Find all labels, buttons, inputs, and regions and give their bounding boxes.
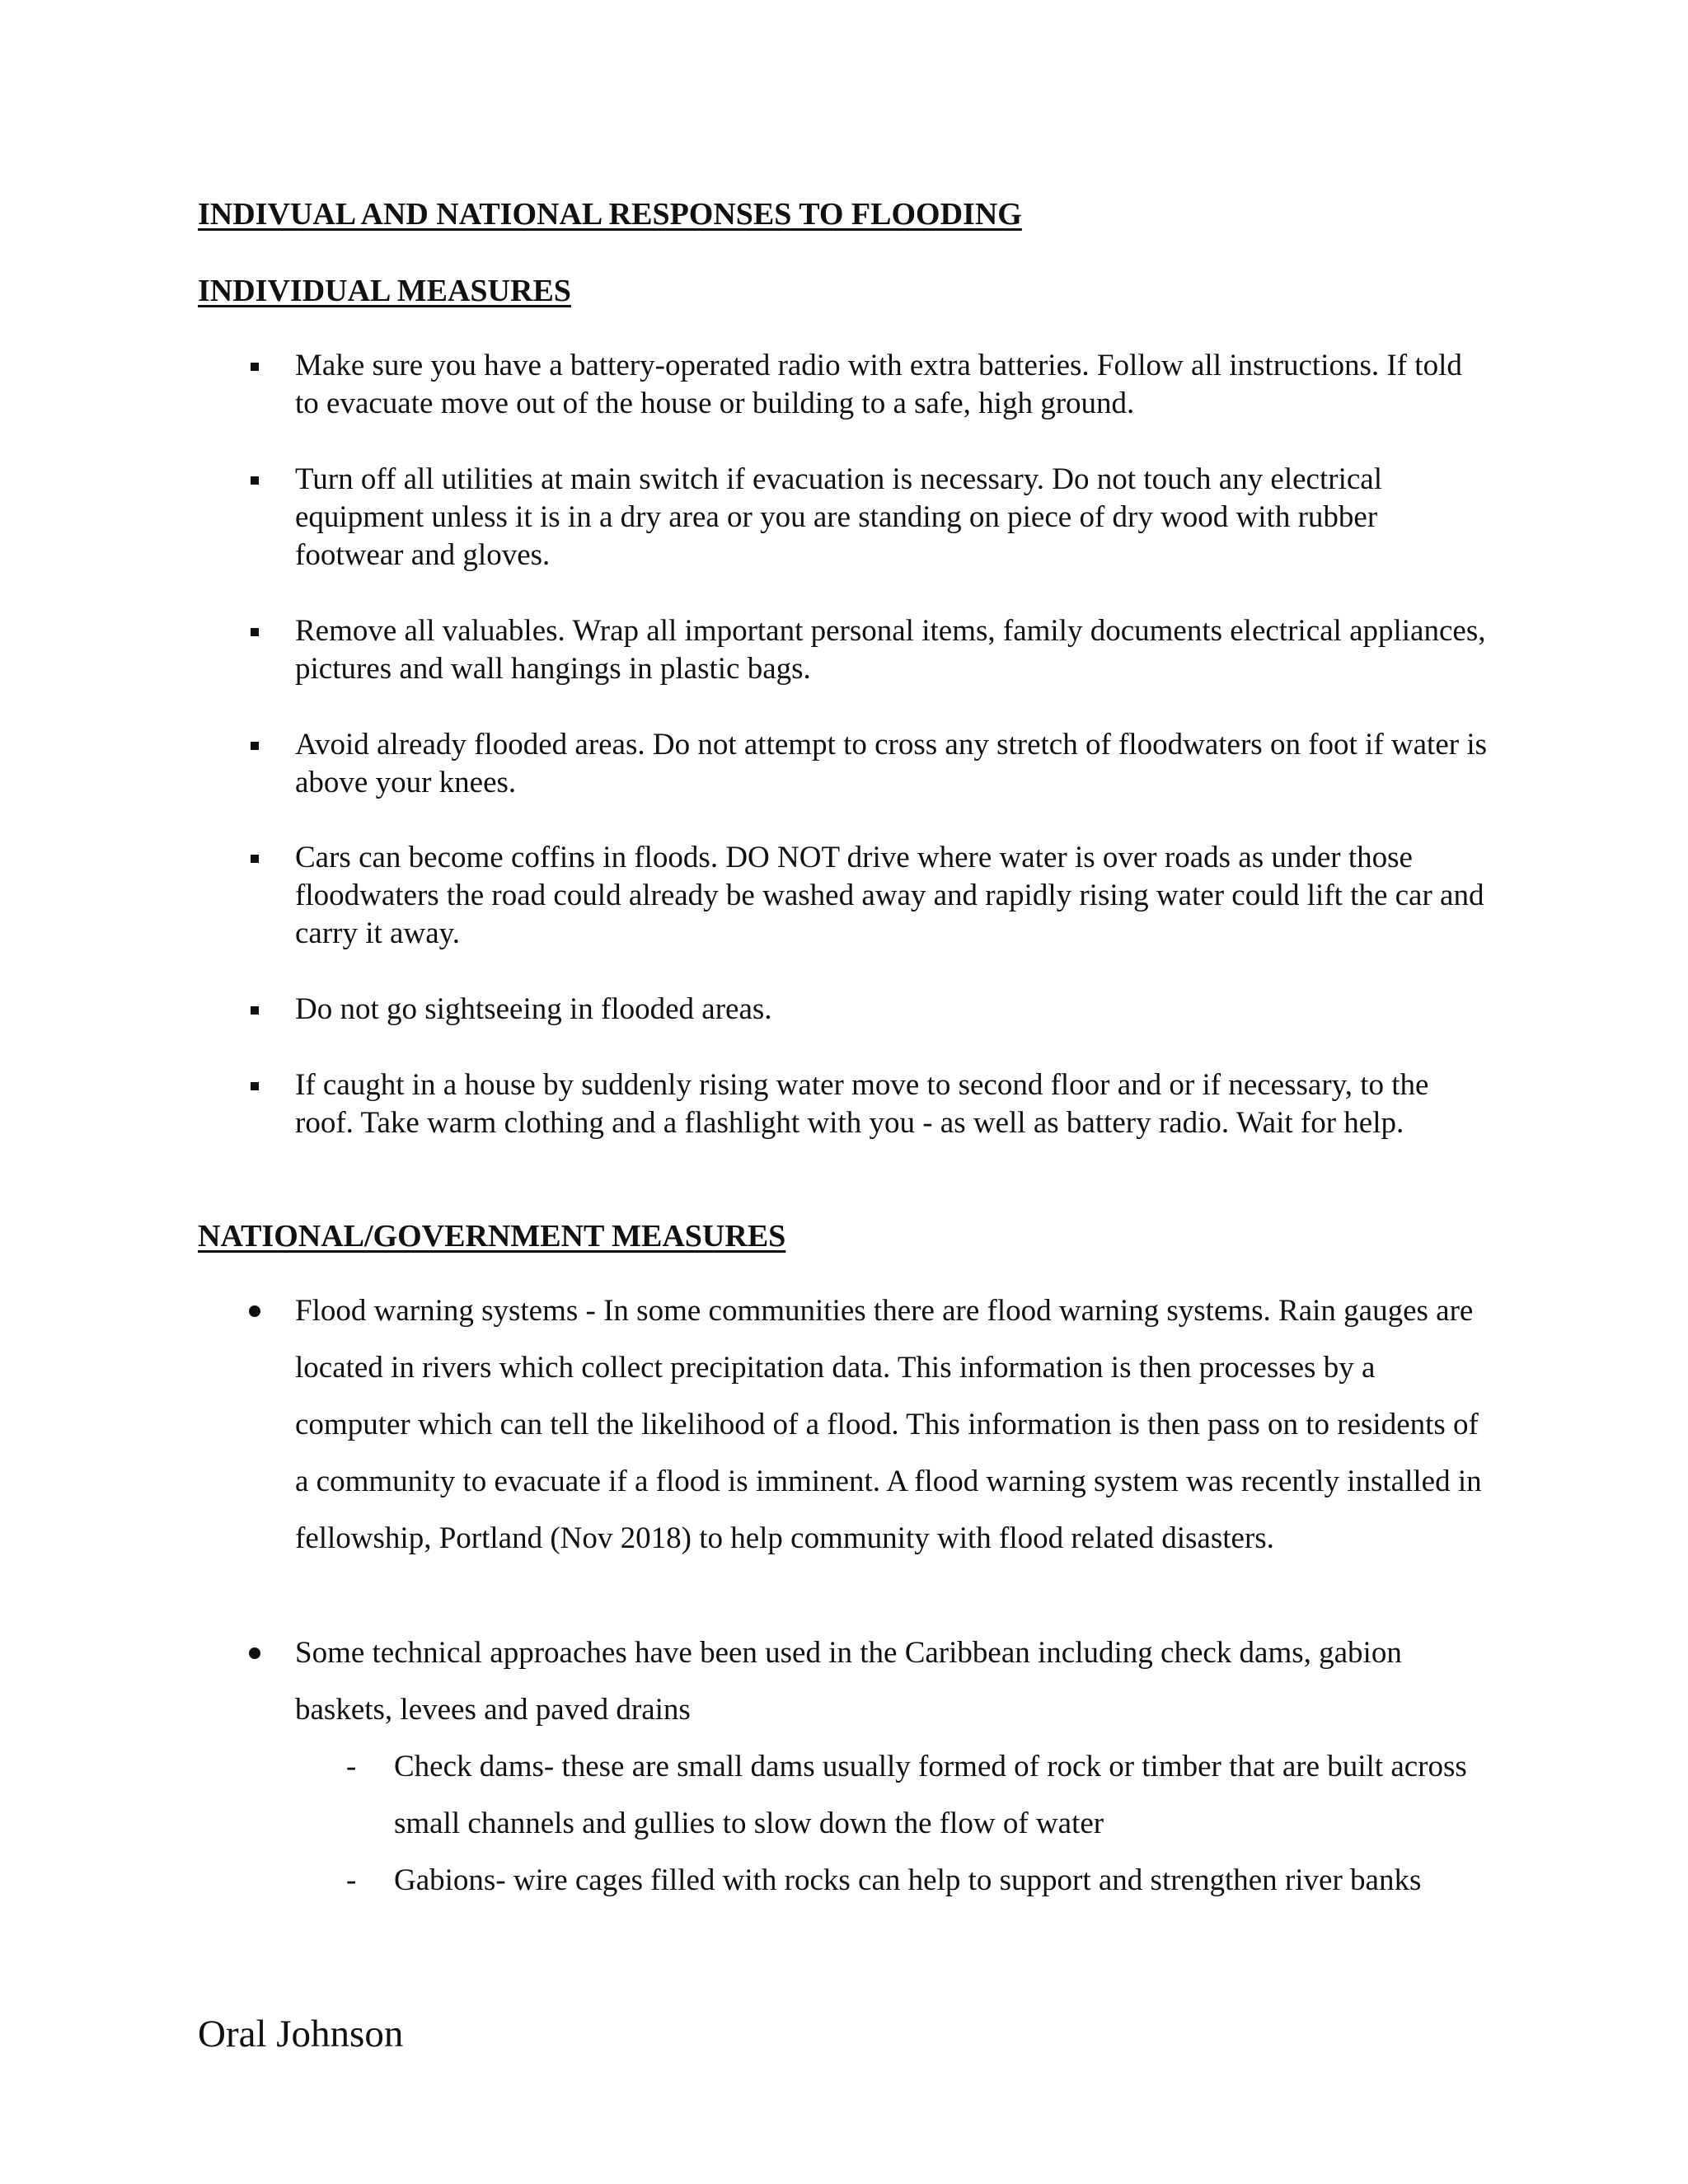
list-item-text: Some technical approaches have been used in the Caribbean including check dams, gabion baskets, levees and paved drains	[295, 1636, 1402, 1727]
list-item-text: Cars can become coffins in floods. DO NOT drive where water is over roads as under those floodwaters the road could already be washed away and rapidly rising water could lift the car and carry it away.	[295, 841, 1484, 950]
list-item-text: If caught in a house by suddenly rising water move to second floor and or if necessary, to the roof. Take warm clothing and a flashlight with you - as well as battery radio. Wait for help.	[295, 1068, 1429, 1140]
square-bullet-icon	[251, 628, 259, 636]
sub-list-item-text: Gabions- wire cages filled with rocks can help to support and strengthen river banks	[394, 1863, 1422, 1897]
list-item-text: Make sure you have a battery-operated radio with extra batteries. Follow all instructions. If told to evacuate move out of the house or building to a safe, high ground.	[295, 349, 1462, 420]
list-item-text: Flood warning systems - In some communities there are flood warning systems. Rain gauges are located in rivers which collect precipitation data. This information is then processes by a computer which can tell the likelihood of a flood. This information is then pass on to residents of a community to evacuate if a flood is imminent. A flood warning system was recently installed in fellowship, Portland (Nov 2018) to help community with flood related disasters.	[295, 1294, 1482, 1555]
list-item-text: Do not go sightseeing in flooded areas.	[295, 992, 772, 1026]
square-bullet-icon	[251, 1082, 259, 1090]
list-item-text: Remove all valuables. Wrap all important personal items, family documents electrical appliances, pictures and wall hangings in plastic bags.	[295, 614, 1486, 686]
dash-bullet: -	[346, 1750, 357, 1783]
sub-list-item-text: Check dams- these are small dams usually formed of rock or timber that are built across small channels and gullies to slow down the flow of water	[394, 1750, 1467, 1840]
national-measures-heading: NATIONAL/GOVERNMENT MEASURES	[198, 1219, 786, 1254]
square-bullet-icon	[251, 742, 259, 750]
individual-measures-heading: INDIVIDUAL MEASURES	[198, 274, 571, 308]
dash-bullet: -	[346, 1863, 357, 1897]
document-title: INDIVUAL AND NATIONAL RESPONSES TO FLOODING	[198, 197, 1022, 232]
round-bullet-icon	[249, 1305, 260, 1317]
square-bullet-icon	[251, 1006, 259, 1015]
list-item-text: Avoid already flooded areas. Do not attempt to cross any stretch of floodwaters on foot if water is above your knees.	[295, 728, 1487, 799]
list-item-text: Turn off all utilities at main switch if evacuation is necessary. Do not touch any electrical equipment unless it is in a dry area or you are standing on piece of dry wood with rubber footwear and gloves.	[295, 462, 1382, 572]
author-signature: Oral Johnson	[198, 2013, 404, 2055]
round-bullet-icon	[249, 1647, 260, 1659]
square-bullet-icon	[251, 476, 259, 485]
square-bullet-icon	[251, 855, 259, 863]
square-bullet-icon	[251, 363, 259, 371]
